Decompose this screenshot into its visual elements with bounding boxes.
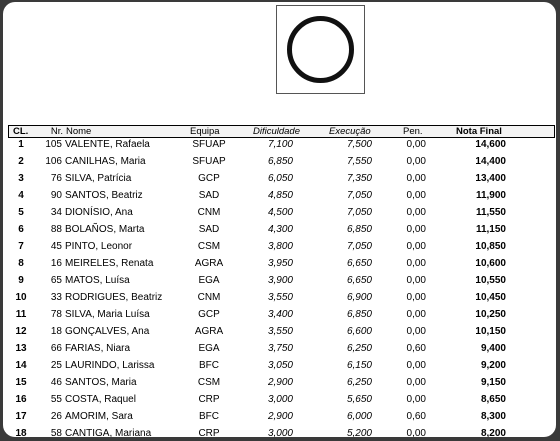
team: SAD [198, 190, 220, 201]
circle-emblem-icon [276, 5, 365, 94]
rank: 14 [15, 360, 27, 371]
team: CNM [197, 207, 221, 218]
difficulty-score: 4,300 [267, 224, 293, 235]
difficulty-score: 2,900 [267, 411, 293, 422]
rank: 10 [15, 292, 27, 303]
header-number: Nr. [50, 126, 63, 137]
team: SFUAP [192, 156, 226, 167]
table-row [8, 307, 553, 324]
athlete-name: RODRIGUES, Beatriz [65, 292, 163, 303]
team: AGRA [194, 258, 224, 269]
rank: 5 [18, 207, 24, 218]
athlete-number: 58 [50, 428, 62, 437]
team: CRP [198, 428, 220, 437]
execution-score: 5,200 [346, 428, 372, 437]
penalty: 0,00 [406, 258, 426, 269]
final-score: 8,300 [480, 411, 506, 422]
difficulty-score: 3,950 [267, 258, 293, 269]
table-row [8, 341, 553, 358]
final-score: 9,400 [480, 343, 506, 354]
team: SAD [198, 224, 220, 235]
execution-score: 5,650 [346, 394, 372, 405]
athlete-number: 90 [50, 190, 62, 201]
team: SFUAP [192, 139, 226, 150]
table-row [8, 392, 553, 409]
final-score: 10,150 [475, 326, 506, 337]
athlete-number: 76 [50, 173, 62, 184]
athlete-name: LAURINDO, Larissa [65, 360, 155, 371]
athlete-number: 106 [45, 156, 62, 167]
table-row [8, 324, 553, 341]
difficulty-score: 4,850 [267, 190, 293, 201]
penalty: 0,00 [406, 292, 426, 303]
athlete-number: 66 [50, 343, 62, 354]
rank: 7 [18, 241, 24, 252]
penalty: 0,00 [406, 394, 426, 405]
rank: 2 [18, 156, 24, 167]
execution-score: 6,850 [346, 309, 372, 320]
difficulty-score: 7,100 [267, 139, 293, 150]
results-sheet [3, 2, 556, 437]
team: CNM [197, 292, 221, 303]
difficulty-score: 6,050 [267, 173, 293, 184]
team: EGA [198, 343, 220, 354]
final-score: 9,150 [480, 377, 506, 388]
team: EGA [198, 275, 220, 286]
difficulty-score: 3,550 [267, 292, 293, 303]
rank: 9 [18, 275, 24, 286]
athlete-name: MATOS, Luísa [65, 275, 130, 286]
final-score: 10,250 [475, 309, 506, 320]
athlete-name: CANTIGA, Mariana [65, 428, 152, 437]
header-name: Nome [66, 126, 92, 137]
penalty: 0,60 [406, 343, 426, 354]
athlete-number: 65 [50, 275, 62, 286]
penalty: 0,00 [406, 377, 426, 388]
difficulty-score: 3,050 [267, 360, 293, 371]
athlete-name: BOLAÑOS, Marta [65, 224, 145, 235]
athlete-name: GONÇALVES, Ana [65, 326, 150, 337]
athlete-number: 34 [50, 207, 62, 218]
execution-score: 6,650 [346, 275, 372, 286]
team: GCP [198, 309, 220, 320]
difficulty-score: 3,400 [267, 309, 293, 320]
final-score: 13,400 [475, 173, 506, 184]
table-row [8, 375, 553, 392]
table-row [8, 154, 553, 171]
athlete-number: 25 [50, 360, 62, 371]
difficulty-score: 3,750 [267, 343, 293, 354]
team: BFC [199, 411, 219, 422]
table-row [8, 358, 553, 375]
execution-score: 6,900 [346, 292, 372, 303]
header-final-score: Nota Final [456, 126, 502, 137]
rank: 15 [15, 377, 27, 388]
final-score: 11,150 [475, 224, 506, 235]
final-score: 11,550 [475, 207, 506, 218]
table-row [8, 273, 553, 290]
team: GCP [198, 173, 220, 184]
final-score: 8,200 [480, 428, 506, 437]
rank: 17 [15, 411, 27, 422]
execution-score: 6,600 [346, 326, 372, 337]
table-row [8, 409, 553, 426]
athlete-name: FARIAS, Niara [65, 343, 131, 354]
final-score: 11,900 [475, 190, 506, 201]
final-score: 14,600 [475, 139, 506, 150]
execution-score: 6,650 [346, 258, 372, 269]
athlete-name: SANTOS, Beatriz [65, 190, 143, 201]
difficulty-score: 3,900 [267, 275, 293, 286]
execution-score: 7,550 [346, 156, 372, 167]
athlete-name: COSTA, Raquel [65, 394, 136, 405]
athlete-name: SILVA, Maria Luísa [65, 309, 150, 320]
header-execution: Execução [329, 126, 371, 137]
penalty: 0,00 [406, 428, 426, 437]
penalty: 0,00 [406, 309, 426, 320]
penalty: 0,00 [406, 275, 426, 286]
penalty: 0,00 [406, 326, 426, 337]
athlete-number: 16 [50, 258, 62, 269]
final-score: 10,550 [475, 275, 506, 286]
final-score: 14,400 [475, 156, 506, 167]
rank: 6 [18, 224, 24, 235]
execution-score: 7,350 [346, 173, 372, 184]
penalty: 0,00 [406, 207, 426, 218]
rank: 3 [18, 173, 24, 184]
rank: 13 [15, 343, 27, 354]
rank: 4 [18, 190, 24, 201]
penalty: 0,00 [406, 360, 426, 371]
difficulty-score: 4,500 [267, 207, 293, 218]
penalty: 0,00 [406, 156, 426, 167]
execution-score: 7,500 [346, 139, 372, 150]
final-score: 9,200 [480, 360, 506, 371]
athlete-number: 33 [50, 292, 62, 303]
header-penalty: Pen. [403, 126, 423, 137]
header-team: Equipa [190, 126, 220, 137]
difficulty-score: 3,800 [267, 241, 293, 252]
rank: 18 [15, 428, 27, 437]
execution-score: 7,050 [346, 207, 372, 218]
athlete-name: AMORIM, Sara [65, 411, 133, 422]
table-row [8, 290, 553, 307]
final-score: 10,850 [475, 241, 506, 252]
penalty: 0,60 [406, 411, 426, 422]
execution-score: 7,050 [346, 241, 372, 252]
penalty: 0,00 [406, 190, 426, 201]
header-rank: CL. [13, 126, 29, 137]
athlete-name: CANILHAS, Maria [65, 156, 146, 167]
table-row [8, 137, 553, 154]
ring-icon [277, 6, 364, 93]
penalty: 0,00 [406, 173, 426, 184]
rank: 1 [18, 139, 24, 150]
athlete-name: MEIRELES, Renata [65, 258, 154, 269]
athlete-number: 78 [50, 309, 62, 320]
athlete-number: 26 [50, 411, 62, 422]
athlete-name: SANTOS, Maria [65, 377, 137, 388]
table-row [8, 188, 553, 205]
results-table-body [8, 137, 553, 437]
execution-score: 6,850 [346, 224, 372, 235]
rank: 11 [15, 309, 27, 320]
athlete-number: 18 [50, 326, 62, 337]
difficulty-score: 3,000 [267, 394, 293, 405]
team: BFC [199, 360, 219, 371]
table-row [8, 239, 553, 256]
final-score: 10,600 [475, 258, 506, 269]
execution-score: 6,000 [346, 411, 372, 422]
penalty: 0,00 [406, 139, 426, 150]
athlete-name: SILVA, Patrícia [65, 173, 132, 184]
athlete-name: VALENTE, Rafaela [65, 139, 150, 150]
team: CSM [197, 241, 221, 252]
athlete-number: 105 [45, 139, 62, 150]
table-row [8, 256, 553, 273]
rank: 8 [18, 258, 24, 269]
difficulty-score: 3,000 [267, 428, 293, 437]
final-score: 10,450 [475, 292, 506, 303]
execution-score: 6,250 [346, 377, 372, 388]
athlete-number: 45 [50, 241, 62, 252]
final-score: 8,650 [480, 394, 506, 405]
difficulty-score: 2,900 [267, 377, 293, 388]
team: AGRA [194, 326, 224, 337]
team: CRP [198, 394, 220, 405]
penalty: 0,00 [406, 224, 426, 235]
difficulty-score: 6,850 [267, 156, 293, 167]
execution-score: 6,250 [346, 343, 372, 354]
table-row [8, 426, 553, 437]
athlete-name: PINTO, Leonor [65, 241, 133, 252]
execution-score: 6,150 [346, 360, 372, 371]
team: CSM [197, 377, 221, 388]
penalty: 0,00 [406, 241, 426, 252]
rank: 12 [15, 326, 27, 337]
rank: 16 [15, 394, 27, 405]
difficulty-score: 3,550 [267, 326, 293, 337]
execution-score: 7,050 [346, 190, 372, 201]
header-difficulty: Dificuldade [253, 126, 300, 137]
athlete-number: 88 [50, 224, 62, 235]
athlete-number: 46 [50, 377, 62, 388]
table-row [8, 222, 553, 239]
athlete-number: 55 [50, 394, 62, 405]
athlete-name: DIONÍSIO, Ana [65, 207, 133, 218]
table-row [8, 171, 553, 188]
table-row [8, 205, 553, 222]
